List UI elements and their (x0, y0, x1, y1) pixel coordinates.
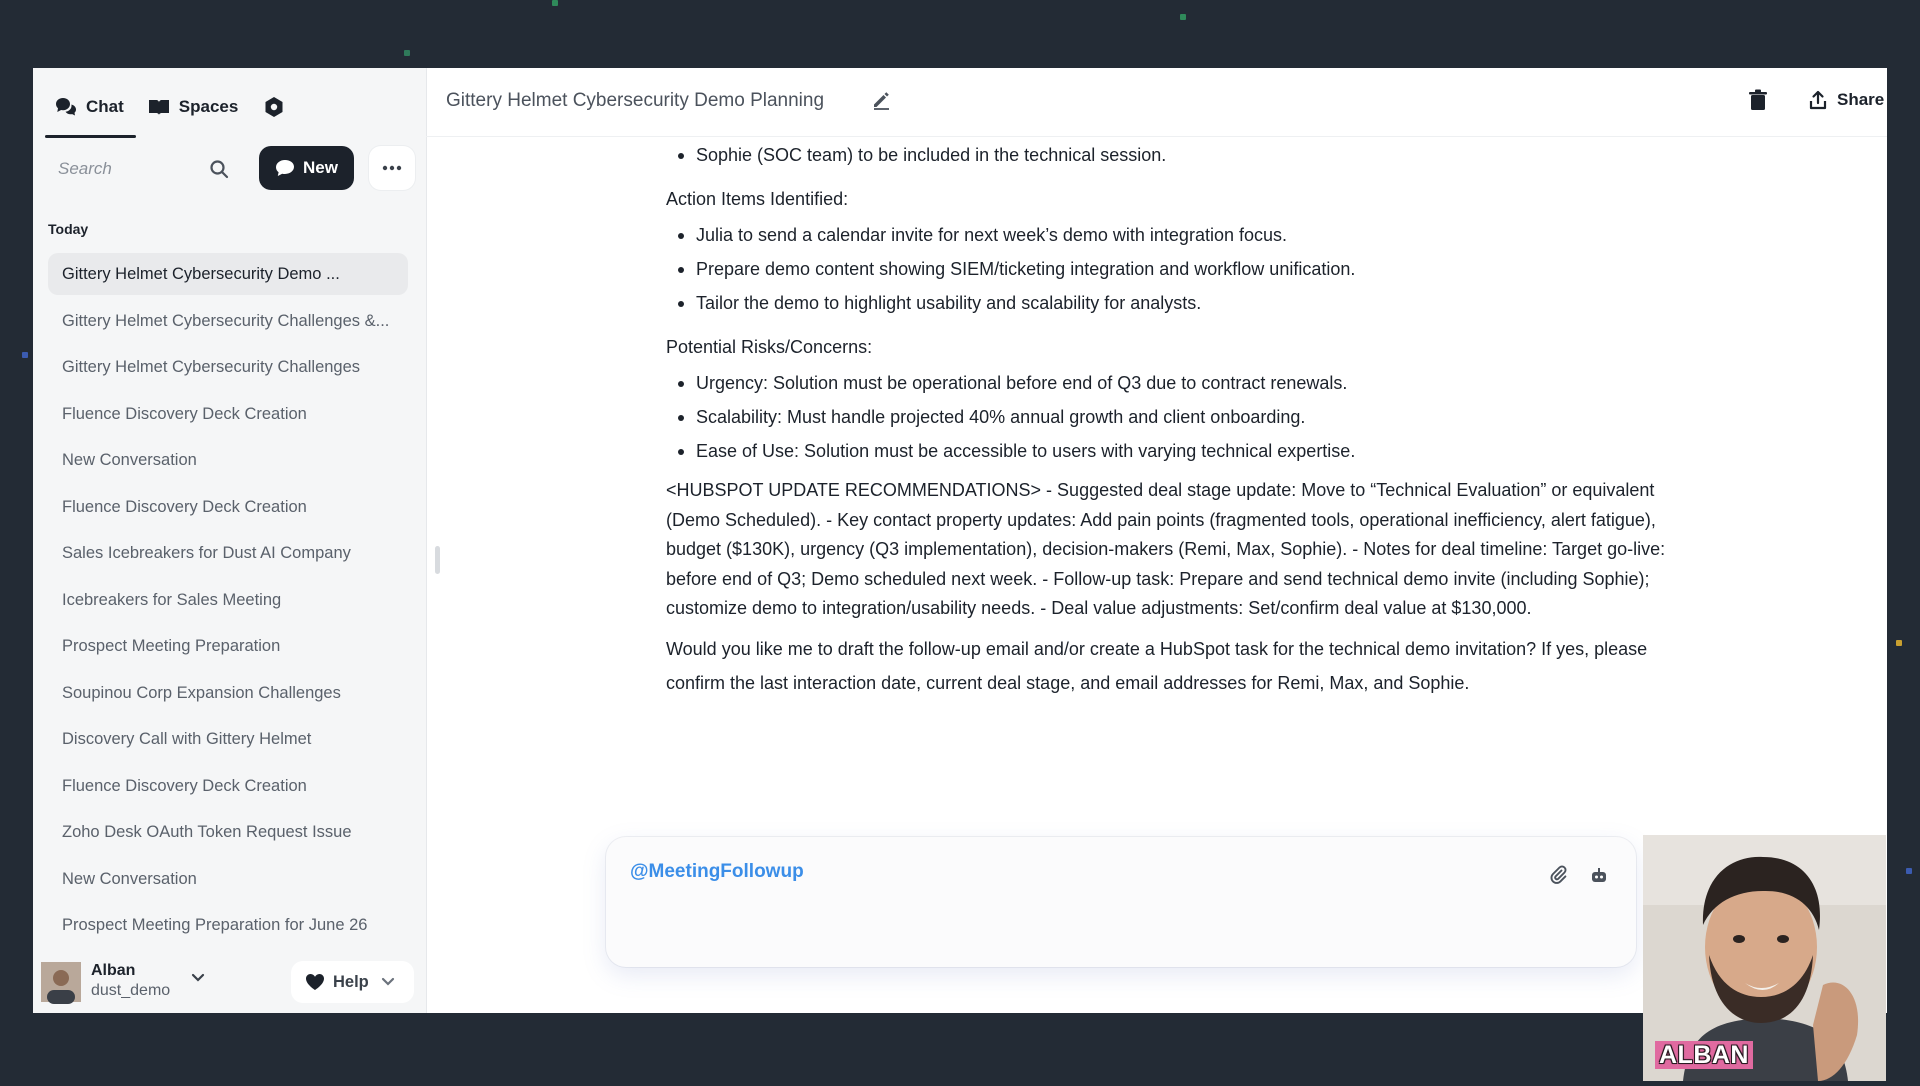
help-button[interactable] (291, 961, 414, 1003)
share-label: Share (1837, 90, 1885, 109)
robot-icon[interactable] (1589, 865, 1609, 885)
hubspot-paragraph: <HUBSPOT UPDATE RECOMMENDATIONS> - Suggested deal stage update: Move to “Technical Evaluation” or equivalent (Demo Scheduled). - Key contact property updates: Add pain points (fragmented tools, operational inefficiency, alert fatigue), budget ($130K), urgency (Q3 implementation), decision-makers (Remi, Max, Sophie). - Notes for deal timeline: Target go-live: before end of Q3; Demo scheduled next week. - Follow-up task: Prepare and send technical demo invite (including Sophie); customize demo to integration/usability needs. - Deal value adjustments: Set/confirm deal value at $130,000. (666, 480, 1666, 618)
search-icon[interactable] (209, 159, 229, 179)
paperclip-icon[interactable] (1549, 865, 1567, 885)
background-dot (404, 50, 410, 56)
conversation-item[interactable]: Discovery Call with Gittery Helmet (62, 730, 312, 748)
conversation-item[interactable]: Zoho Desk OAuth Token Request Issue (62, 823, 352, 841)
share-button[interactable] (1809, 90, 1884, 110)
tab-chat[interactable] (43, 78, 136, 136)
assistant-message (666, 138, 1676, 700)
conversation-item[interactable]: Gittery Helmet Cybersecurity Challenges (62, 358, 361, 376)
chat-bubbles-icon (55, 97, 77, 117)
section-heading: Action Items Identified: (666, 189, 849, 209)
book-icon (148, 98, 170, 116)
tab-admin[interactable] (250, 78, 307, 136)
conversation-item[interactable]: Gittery Helmet Cybersecurity Demo ... (48, 253, 408, 295)
conversation-item[interactable]: Gittery Helmet Cybersecurity Challenges &... (62, 311, 390, 330)
list-item: Prepare demo content showing SIEM/ticketing integration and workflow unification. (696, 252, 1676, 286)
background-dot (1896, 640, 1902, 646)
conversation-item[interactable]: New Conversation (62, 869, 197, 888)
new-button-label: New (303, 158, 338, 177)
webcam-video (1643, 835, 1886, 1081)
background-dot (22, 352, 28, 358)
closing-paragraph: Would you like me to draft the follow-up email and/or create a HubSpot task for the technical demo invitation? If yes, please confirm the last interaction date, current deal stage, and email addresses for Remi, Max, and Sophie. (666, 638, 1648, 693)
workspace-name[interactable]: dust_demo (91, 982, 171, 999)
list-item: Julia to send a calendar invite for next week’s demo with integration focus. (696, 218, 1676, 252)
new-conversation-button[interactable] (259, 146, 354, 190)
conversation-item[interactable]: Fluence Discovery Deck Creation (62, 497, 307, 516)
section-heading: Potential Risks/Concerns: (666, 337, 873, 357)
hexagon-gear-icon (264, 96, 284, 118)
agent-mention[interactable]: @MeetingFollowup (630, 861, 804, 882)
share-icon (1809, 90, 1827, 110)
list-item: Sophie (SOC team) to be included in the technical session. (696, 138, 1676, 172)
search-box (45, 146, 241, 192)
conversation-item[interactable]: Sales Icebreakers for Dust AI Company (62, 544, 351, 562)
risks-list (666, 366, 1676, 468)
more-options-button[interactable] (369, 146, 415, 190)
heart-icon (305, 973, 325, 991)
sidebar (33, 68, 427, 1013)
search-row (45, 146, 415, 192)
app-window (33, 68, 1887, 1069)
tab-spaces-label: Spaces (178, 97, 239, 116)
conversation-item[interactable]: Fluence Discovery Deck Creation (62, 404, 307, 423)
conversation-item[interactable]: Prospect Meeting Preparation for June 26 (62, 916, 368, 934)
background-dot (1906, 868, 1912, 874)
conversation-item[interactable]: Prospect Meeting Preparation (62, 637, 281, 655)
chevron-down-icon (381, 977, 395, 987)
list-item: Tailor the demo to highlight usability and scalability for analysts. (696, 286, 1676, 320)
conversation-item[interactable]: Fluence Discovery Deck Creation (62, 776, 307, 795)
presenter-name-label: ALBAN (1655, 1041, 1753, 1069)
avatar[interactable] (41, 962, 81, 1002)
help-label: Help (333, 972, 369, 991)
chat-bubble-icon (275, 159, 295, 177)
message-composer[interactable] (606, 837, 1636, 967)
sidebar-tabs (43, 78, 307, 136)
conversation-header (426, 68, 1887, 137)
section-today: Today (48, 221, 89, 237)
background-dot (552, 0, 558, 6)
conversation-item[interactable]: New Conversation (62, 451, 197, 469)
page-title: Gittery Helmet Cybersecurity Demo Planning (446, 90, 825, 111)
list-item: Scalability: Must handle projected 40% annual growth and client onboarding. (696, 400, 1676, 434)
action-items-list (666, 218, 1676, 320)
more-dots-icon (382, 165, 402, 171)
chevron-down-icon[interactable] (191, 973, 205, 983)
list-item: Ease of Use: Solution must be accessible to users with varying technical expertise. (696, 434, 1676, 468)
avatar-photo-icon (41, 962, 81, 1002)
tab-spaces[interactable] (136, 78, 251, 136)
user-name[interactable]: Alban (91, 962, 136, 979)
conversation-item[interactable]: Icebreakers for Sales Meeting (62, 590, 282, 609)
bullet-list (666, 138, 1676, 172)
sidebar-footer (33, 953, 426, 1013)
background-dot (1180, 14, 1186, 20)
list-item: Urgency: Solution must be operational before end of Q3 due to contract renewals. (696, 366, 1676, 400)
conversation-list (48, 253, 408, 951)
pencil-icon[interactable] (871, 90, 891, 110)
trash-icon[interactable] (1748, 89, 1768, 111)
tab-chat-label: Chat (86, 97, 124, 116)
sidebar-resize-handle[interactable] (435, 546, 440, 574)
conversation-item[interactable]: Soupinou Corp Expansion Challenges (62, 683, 341, 702)
